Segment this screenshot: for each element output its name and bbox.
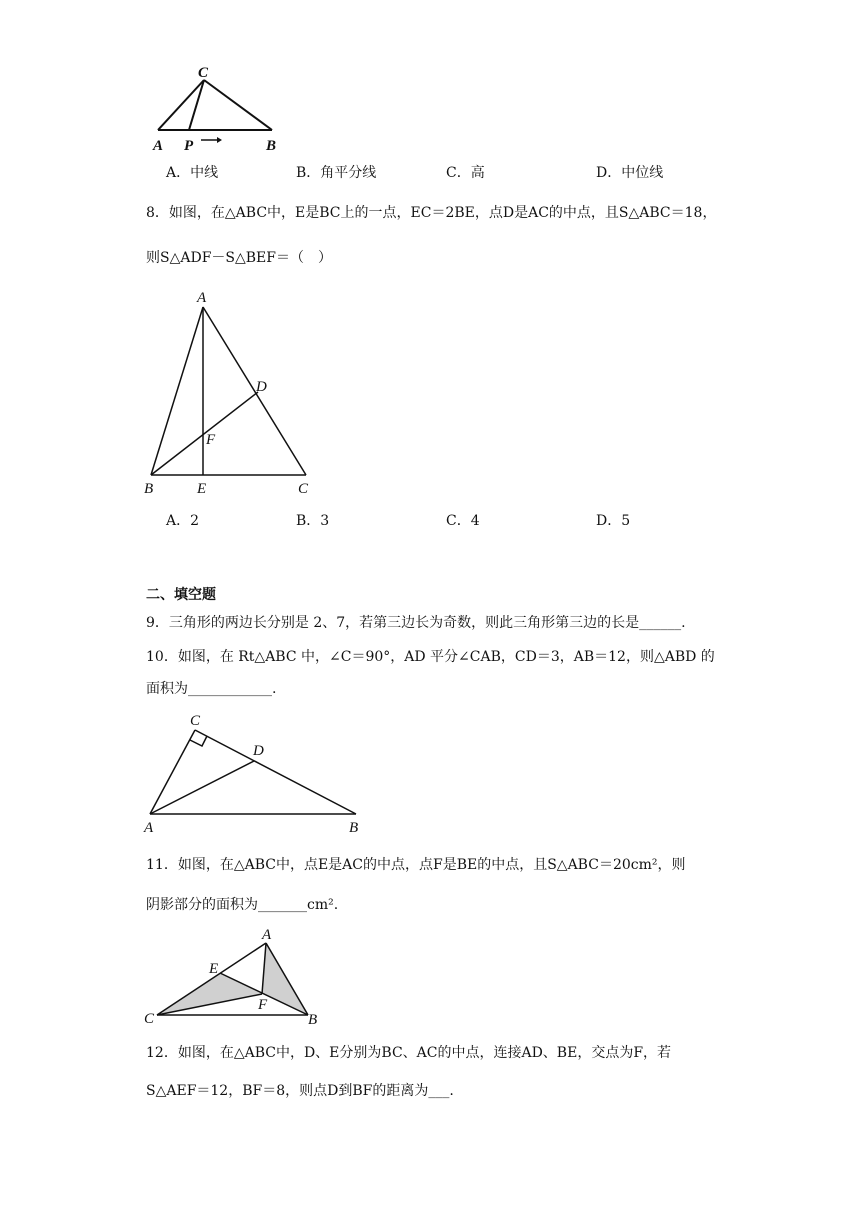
q8-stem-line2: 则S△ADF－S△BEF＝（ ） xyxy=(146,250,332,266)
q11-label-c: C xyxy=(144,1011,155,1027)
q12-stem-line2: S△AEF＝12，BF＝8，则点D到BF的距离为___. xyxy=(146,1083,454,1099)
q11-label-f: F xyxy=(258,997,268,1013)
q7-option-b: B．角平分线 xyxy=(296,165,377,181)
q12-stem-line1: 12．如图，在△ABC中，D、E分别为BC、AC的中点，连接AD、BE，交点为F，若 xyxy=(146,1045,672,1061)
q11-stem-line2: 阴影部分的面积为_______cm². xyxy=(146,897,339,913)
q7-option-c: C．高 xyxy=(446,165,485,181)
q8-option-d: D．5 xyxy=(596,513,631,529)
q10-label-b: B xyxy=(349,820,359,836)
q10-stem-line2: 面积为____________. xyxy=(146,681,277,697)
q8-stem-line1: 8．如图，在△ABC中，E是BC上的一点，EC＝2BE，点D是AC的中点，且S△ABC＝18， xyxy=(146,205,717,221)
q7-figure xyxy=(145,62,285,152)
q8-figure xyxy=(140,285,330,500)
q8-label-e: E xyxy=(197,481,207,497)
q8-option-a: A．2 xyxy=(166,513,200,529)
q11-label-b: B xyxy=(308,1012,318,1028)
q8-label-a: A xyxy=(197,290,207,306)
q8-option-b: B．3 xyxy=(296,513,330,529)
q8-label-f: F xyxy=(206,432,216,448)
q10-figure xyxy=(140,708,370,838)
q11-label-e: E xyxy=(209,961,219,977)
q7-label-b: B xyxy=(266,138,277,154)
section-title: 二、填空题 xyxy=(146,587,216,603)
q11-stem-line1: 11．如图，在△ABC中，点E是AC的中点，点F是BE的中点，且S△ABC＝20cm²，则 xyxy=(146,857,686,873)
q7-label-p: P xyxy=(184,138,194,154)
q7-label-a: A xyxy=(153,138,164,154)
q9-stem: 9．三角形的两边长分别是 2、7，若第三边长为奇数，则此三角形第三边的长是______. xyxy=(146,615,686,631)
q8-label-d: D xyxy=(256,379,267,395)
q8-label-c: C xyxy=(298,481,309,497)
q10-label-a: A xyxy=(144,820,154,836)
q7-option-a: A．中线 xyxy=(166,165,219,181)
q7-label-c: C xyxy=(198,65,209,81)
q11-label-a: A xyxy=(262,927,272,943)
q8-option-c: C．4 xyxy=(446,513,480,529)
q11-figure xyxy=(140,925,330,1030)
q8-label-b: B xyxy=(144,481,154,497)
q7-option-d: D．中位线 xyxy=(596,165,664,181)
q10-label-d: D xyxy=(253,743,264,759)
q10-label-c: C xyxy=(190,713,201,729)
q10-stem-line1: 10．如图，在 Rt△ABC 中，∠C＝90°，AD 平分∠CAB，CD＝3，AB＝12，则△ABD 的 xyxy=(146,649,715,665)
